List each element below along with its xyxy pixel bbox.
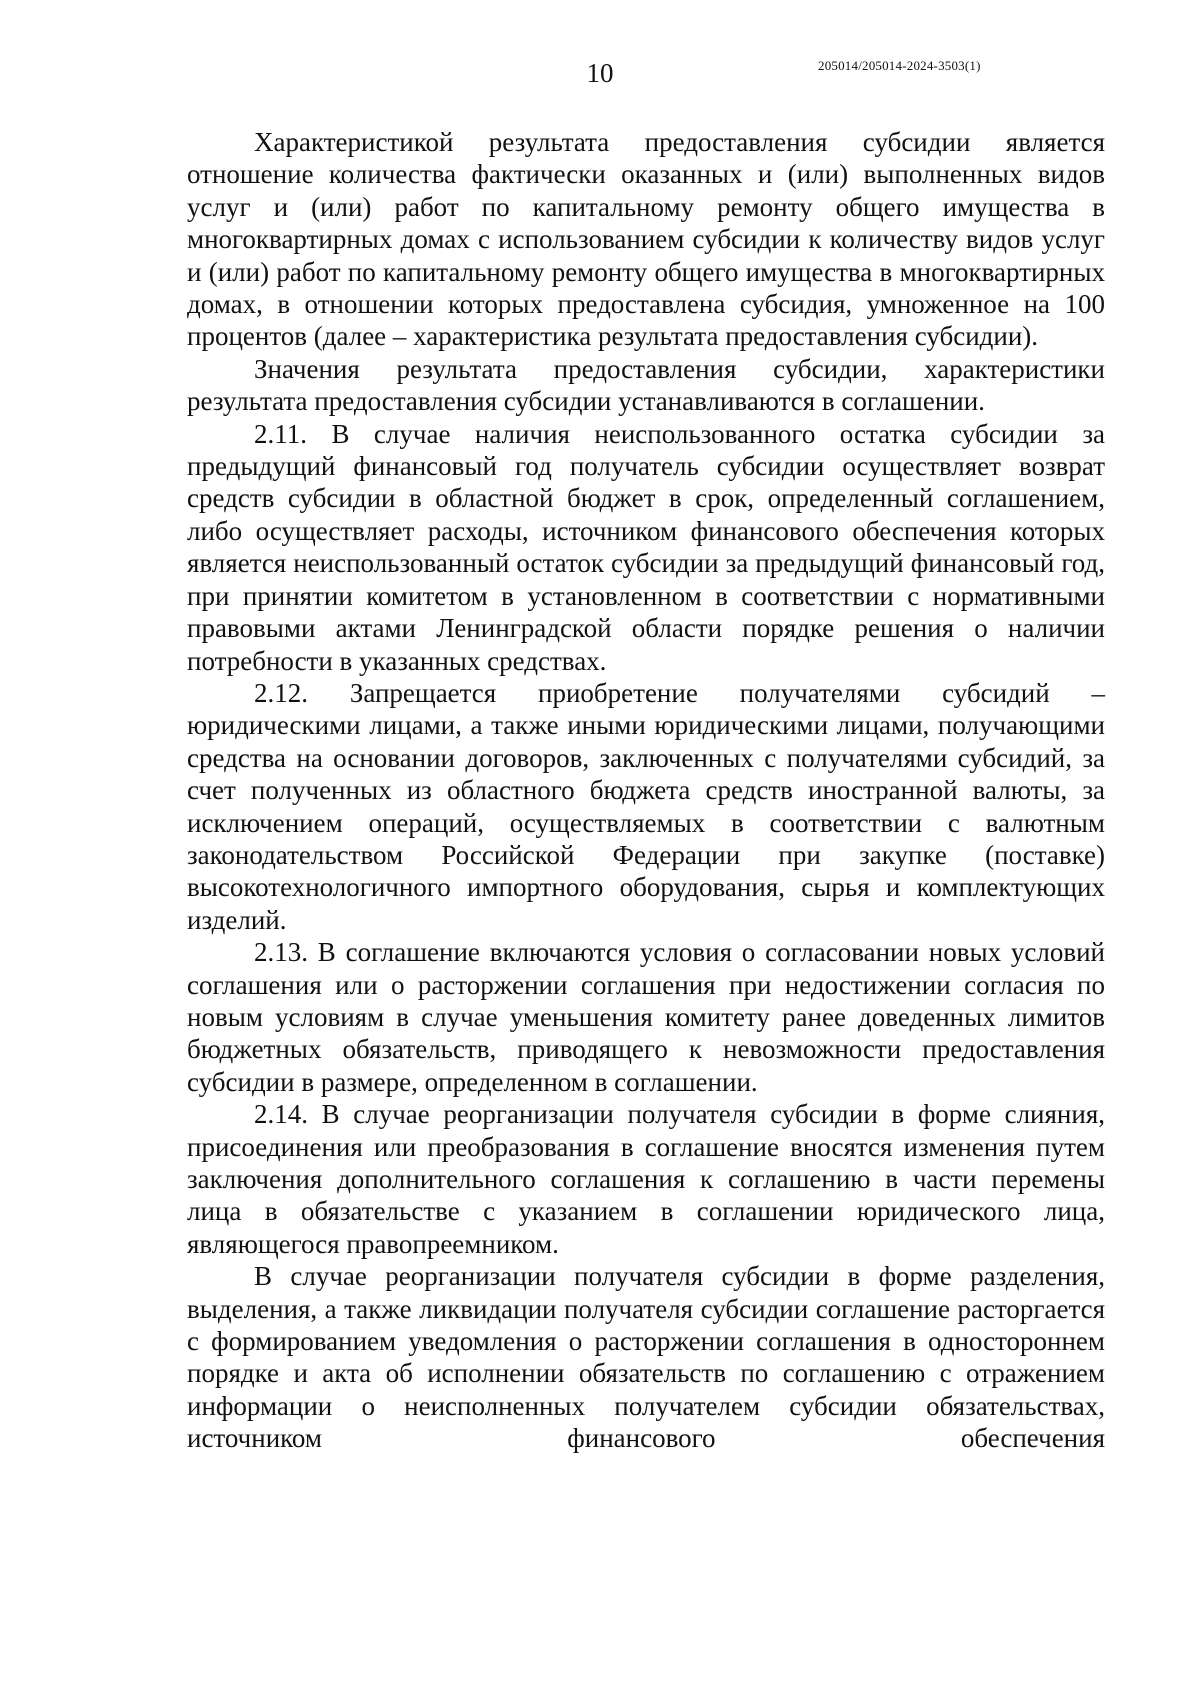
- paragraph-result-characteristic: Характеристикой результата предоставления субсидии является отношение количества фактически оказанных и (или) выполненных видов услуг и (или) работ по капитальному ремонту общего имущества в многоквартирных домах с использованием субсидии к количеству видов услуг и (или) работ по капитальному ремонту общего имущества в многоквартирных домах, в отношении которых предоставлена субсидия, умноженное на 100 процентов (далее – характеристика результата предоставления субсидии).: [187, 127, 1105, 352]
- paragraph-2-11: 2.11. В случае наличия неиспользованного остатка субсидии за предыдущий финансовый год получатель субсидии осуществляет возврат средств субсидии в областной бюджет в срок, определенный соглашением, либо осуществляет расходы, источником финансового обеспечения которых является неиспользованный остаток субсидии за предыдущий финансовый год, при принятии комитетом в установленном в соответствии с нормативными правовыми актами Ленинградской области порядке решения о наличии потребности в указанных средствах.: [187, 418, 1105, 676]
- paragraph-2-13: 2.13. В соглашение включаются условия о согласовании новых условий соглашения или о расторжении соглашения при недостижении согласия по новым условиям в случае уменьшения комитету ранее доведенных лимитов бюджетных обязательств, приводящего к невозможности предоставления субсидии в размере, определенном в соглашении.: [187, 937, 1105, 1097]
- paragraph-reorganization-separation: В случае реорганизации получателя субсидии в форме разделения, выделения, а также ликвидации получателя субсидии соглашение расторгается с формированием уведомления о расторжении соглашения в одностороннем порядке и акта об исполнении обязательств по соглашению с отражением информации о неисполненных получателем субсидии обязательствах, источником финансового обеспечения: [187, 1261, 1105, 1454]
- paragraph-2-12: 2.12. Запрещается приобретение получателями субсидий – юридическими лицами, а также иными юридическими лицами, получающими средства на основании договоров, заключенных с получателями субсидий, за счет полученных из областного бюджета средств иностранной валюты, за исключением операций, осуществляемых в соответствии с валютным законодательством Российской Федерации при закупке (поставке) высокотехнологичного импортного оборудования, сырья и комплектующих изделий.: [187, 677, 1105, 935]
- page-number: 10: [586, 58, 614, 88]
- paragraph-2-14: 2.14. В случае реорганизации получателя субсидии в форме слияния, присоединения или преобразования в соглашение вносятся изменения путем заключения дополнительного соглашения к соглашению в части перемены лица в обязательстве с указанием в соглашении юридического лица, являющегося правопреемником.: [187, 1099, 1105, 1259]
- paragraph-result-values: Значения результата предоставления субсидии, характеристики результата предоставления субсидии устанавливаются в соглашении.: [187, 353, 1105, 417]
- body-text: [187, 126, 1105, 1455]
- document-id: 205014/205014-2024-3503(1): [818, 58, 981, 73]
